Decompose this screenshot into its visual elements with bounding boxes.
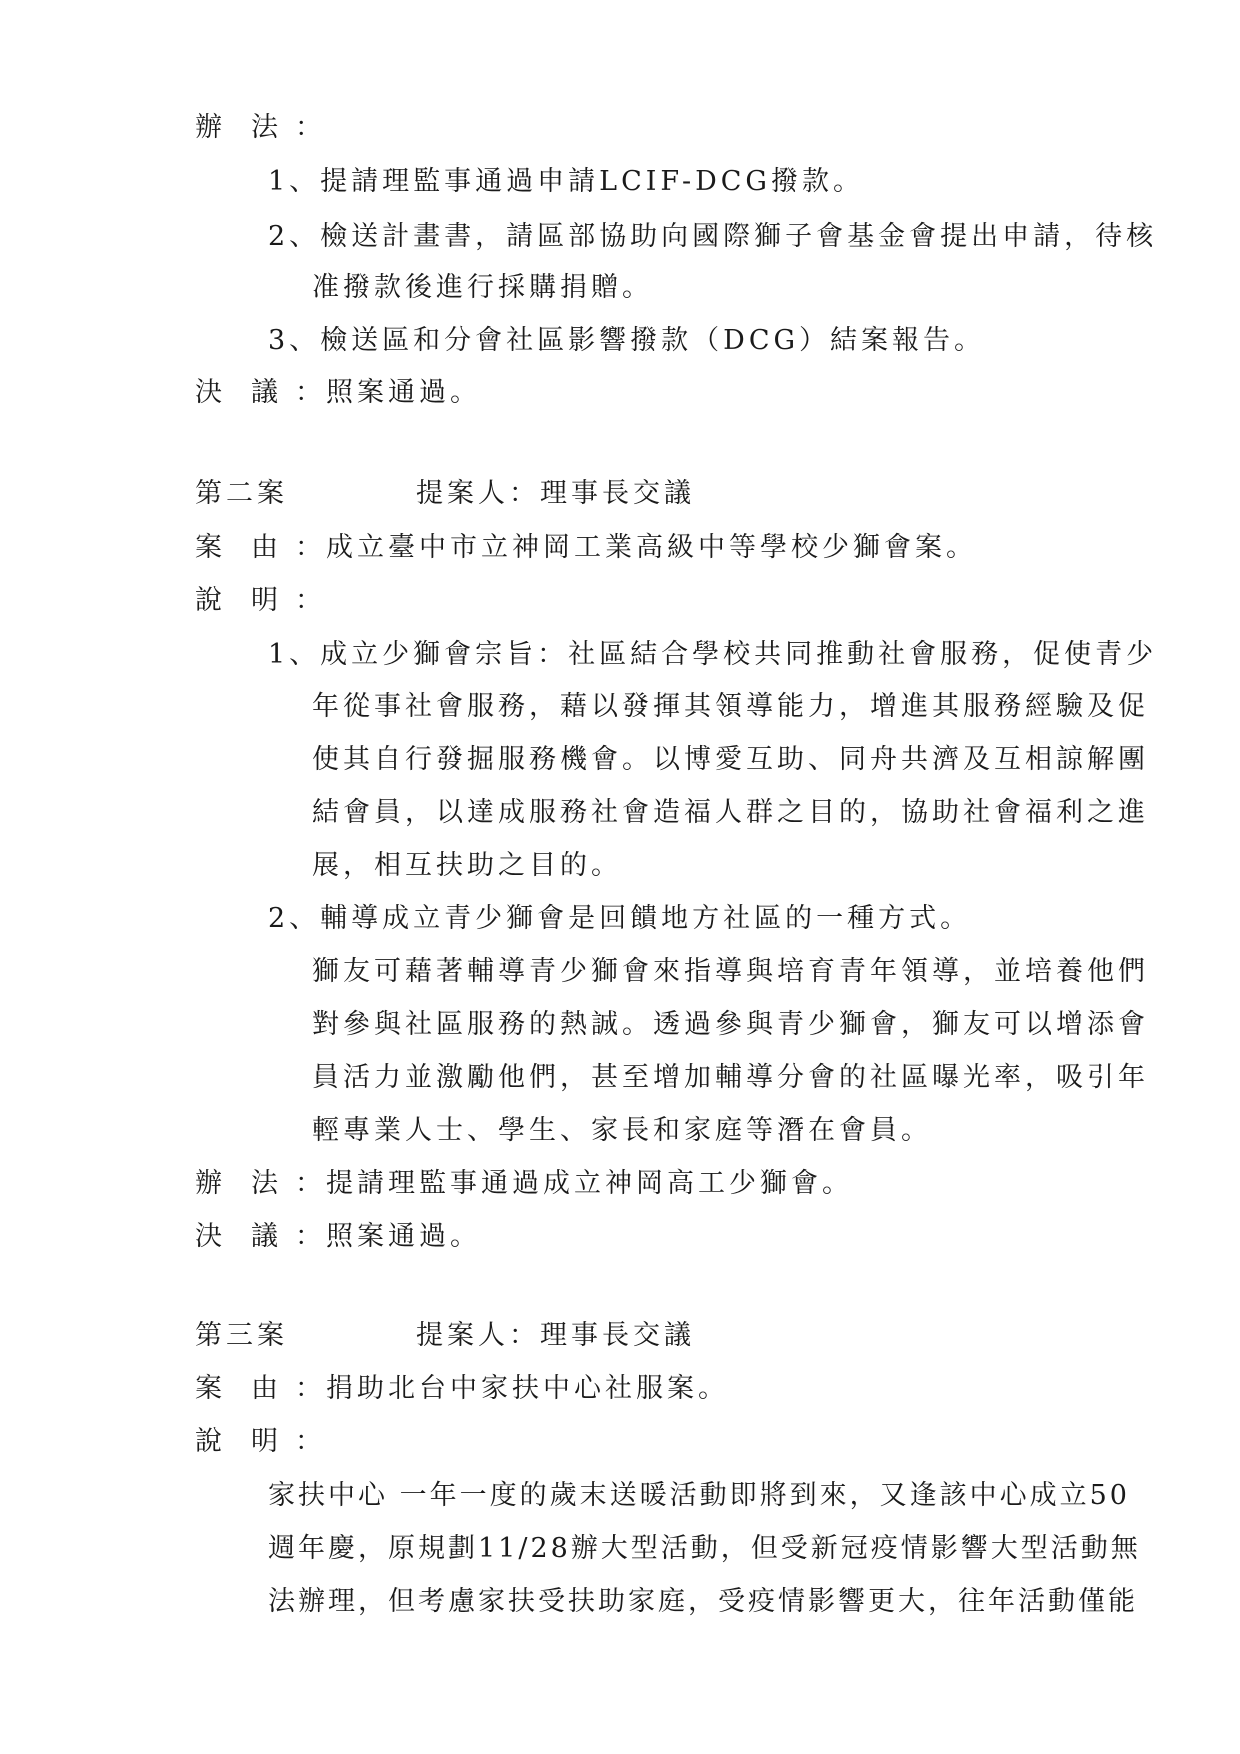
label-char: 辦 <box>195 1168 222 1199</box>
label-char: 辦 <box>195 112 222 143</box>
label-char: 明 <box>251 1426 278 1457</box>
resolution-text: 照案通過。 <box>326 1221 481 1252</box>
label-char: 由 <box>251 532 278 563</box>
method-text: 提請理監事通過成立神岡高工少獅會。 <box>326 1168 853 1199</box>
resolution-line <box>195 1219 481 1255</box>
label-char: 決 <box>195 1221 222 1252</box>
label-char: 決 <box>195 377 222 408</box>
label-char: 案 <box>195 1373 222 1404</box>
label-char: 議 <box>251 377 278 408</box>
label-colon: ： <box>295 532 326 563</box>
label-char: 法 <box>251 112 278 143</box>
method-item: 2、檢送計畫書，請區部協助向國際獅子會基金會提出申請，待核 <box>268 221 1158 252</box>
explain-paragraph-line: 週年慶，原規劃11/28辦大型活動，但受新冠疫情影響大型活動無 <box>268 1533 1141 1564</box>
label-char: 明 <box>251 585 278 616</box>
label-colon: ： <box>295 1221 326 1252</box>
explain-item-continuation: 輕專業人士、學生、家長和家庭等潛在會員。 <box>312 1115 932 1146</box>
label-char: 議 <box>251 1221 278 1252</box>
method-item-continuation: 准撥款後進行採購捐贈。 <box>312 272 653 303</box>
method-line <box>195 1166 853 1202</box>
label-colon: ： <box>295 1168 326 1199</box>
explain-item: 1、成立少獅會宗旨：社區結合學校共同推動社會服務，促使青少 <box>268 639 1158 670</box>
reason-text: 捐助北台中家扶中心社服案。 <box>326 1373 729 1404</box>
case-proposer: 提案人：理事長交議 <box>416 1320 695 1351</box>
case-title: 第二案 <box>195 478 288 509</box>
reason-text: 成立臺中市立神岡工業高級中等學校少獅會案。 <box>326 532 977 563</box>
label-colon: ： <box>295 112 326 143</box>
reason-line <box>195 1371 729 1407</box>
explain-item-continuation: 展，相互扶助之目的。 <box>312 850 622 881</box>
resolution-text: 照案通過。 <box>326 377 481 408</box>
explain-item-continuation: 對參與社區服務的熱誠。透過參與青少獅會，獅友可以增添會 <box>312 1009 1149 1040</box>
case-proposer: 提案人：理事長交議 <box>416 478 695 509</box>
explain-heading <box>195 583 326 619</box>
explain-heading <box>195 1424 326 1460</box>
label-colon: ： <box>295 1373 326 1404</box>
label-colon: ： <box>295 377 326 408</box>
resolution-line <box>195 375 481 411</box>
reason-line <box>195 530 977 566</box>
label-char: 由 <box>251 1373 278 1404</box>
explain-item-continuation: 使其自行發掘服務機會。以博愛互助、同舟共濟及互相諒解團 <box>312 744 1149 775</box>
explain-item-continuation: 員活力並激勵他們，甚至增加輔導分會的社區曝光率，吸引年 <box>312 1062 1149 1093</box>
label-colon: ： <box>295 1426 326 1457</box>
method-item: 3、檢送區和分會社區影響撥款（DCG）結案報告。 <box>268 325 986 356</box>
explain-item-continuation: 獅友可藉著輔導青少獅會來指導與培育青年領導，並培養他們 <box>312 956 1149 987</box>
method-item: 1、提請理監事通過申請LCIF-DCG撥款。 <box>268 166 864 197</box>
label-char: 說 <box>195 585 222 616</box>
case-title: 第三案 <box>195 1320 288 1351</box>
explain-paragraph-line: 法辦理，但考慮家扶受扶助家庭，受疫情影響更大，往年活動僅能 <box>268 1586 1138 1617</box>
explain-item-continuation: 年從事社會服務，藉以發揮其領導能力，增進其服務經驗及促 <box>312 691 1149 722</box>
label-colon: ： <box>295 585 326 616</box>
label-char: 案 <box>195 532 222 563</box>
explain-paragraph-line: 家扶中心 一年一度的歲末送暖活動即將到來，又逢該中心成立50 <box>268 1480 1130 1511</box>
method-heading <box>195 110 326 146</box>
label-char: 說 <box>195 1426 222 1457</box>
explain-item: 2、輔導成立青少獅會是回饋地方社區的一種方式。 <box>268 903 972 934</box>
explain-item-continuation: 結會員，以達成服務社會造福人群之目的，協助社會福利之進 <box>312 797 1149 828</box>
label-char: 法 <box>251 1168 278 1199</box>
